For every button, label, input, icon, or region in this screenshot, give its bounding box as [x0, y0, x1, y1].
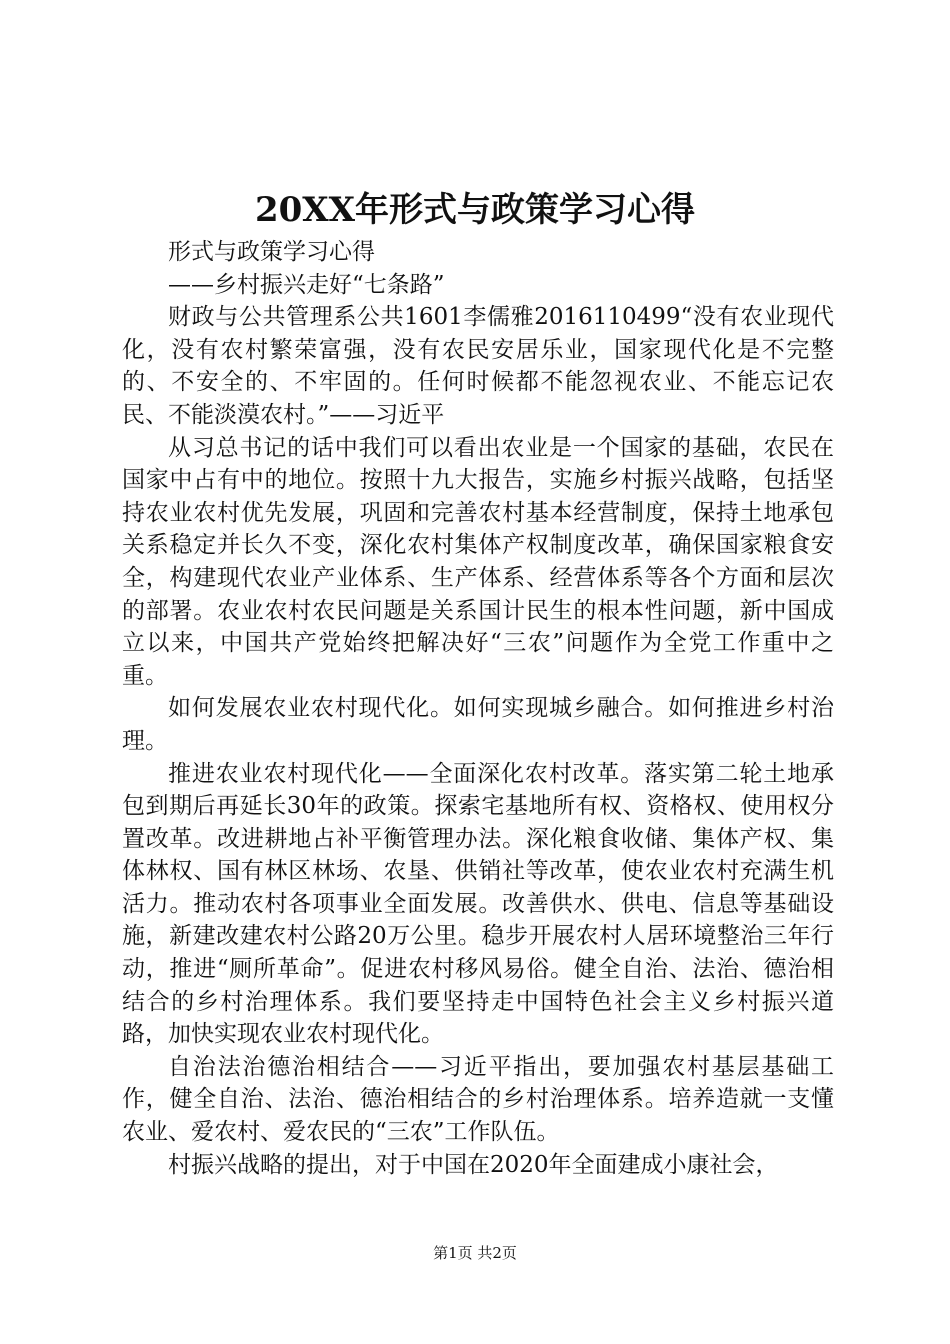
body-paragraph: 从习总书记的话中我们可以看出农业是一个国家的基础，农民在国家中占有中的地位。按照十九大报告，实施乡村振兴战略，包括坚持农业农村优先发展，巩固和完善农村基本经营制度，保持土地承包关系稳定并长久不变，深化农村集体产权制度改革，确保国家粮食安全，构建现代农业产业体系、生产体系、经营体系等各个方面和层次的部署。农业农村农民问题是关系国计民生的根本性问题，新中国成立以来，中国共产党始终把解决好“三农”问题作为全党工作重中之重。 [122, 434, 834, 689]
body-paragraph: 推进农业农村现代化——全面深化农村改革。落实第二轮土地承包到期后再延长30年的政策。探索宅基地所有权、资格权、使用权分置改革。改进耕地占补平衡管理办法。深化粮食收储、集体产权、集体林权、国有林区林场、农垦、供销社等改革，使农业农村充满生机活力。推动农村各项事业全面发展。改善供水、供电、信息等基础设施，新建改建农村公路20万公里。稳步开展农村人居环境整治三年行动，推进“厕所革命”。促进农村移风易俗。健全自治、法治、德治相结合的乡村治理体系。我们要坚持走中国特色社会主义乡村振兴道路，加快实现农业农村现代化。 [122, 760, 834, 1048]
document-title: 20XX年形式与政策学习心得 [254, 190, 696, 230]
subheading-line: ——乡村振兴走好“七条路” [168, 271, 445, 298]
body-paragraph: 村振兴战略的提出，对于中国在2020年全面建成小康社会， [168, 1151, 779, 1178]
document-body [122, 236, 834, 1181]
subtitle-line: 形式与政策学习心得 [168, 239, 375, 265]
body-paragraph: 如何发展农业农村现代化。如何实现城乡融合。如何推进乡村治理。 [122, 695, 834, 754]
author-quote-paragraph: 财政与公共管理系公共1601李儒雅2016110499“没有农业现代化，没有农村繁荣富强，没有农民安居乐业，国家现代化是不完整的、不安全的、不牢固的。任何时候都不能忽视农业、不能忘记农民、不能淡漠农村。”——习近平 [122, 304, 834, 428]
body-paragraph: 自治法治德治相结合——习近平指出，要加强农村基层基础工作，健全自治、法治、德治相结合的乡村治理体系。培养造就一支懂农业、爱农村、爱农民的“三农”工作队伍。 [122, 1053, 834, 1146]
page-number-footer: 第1页 共2页 [433, 1244, 517, 1262]
